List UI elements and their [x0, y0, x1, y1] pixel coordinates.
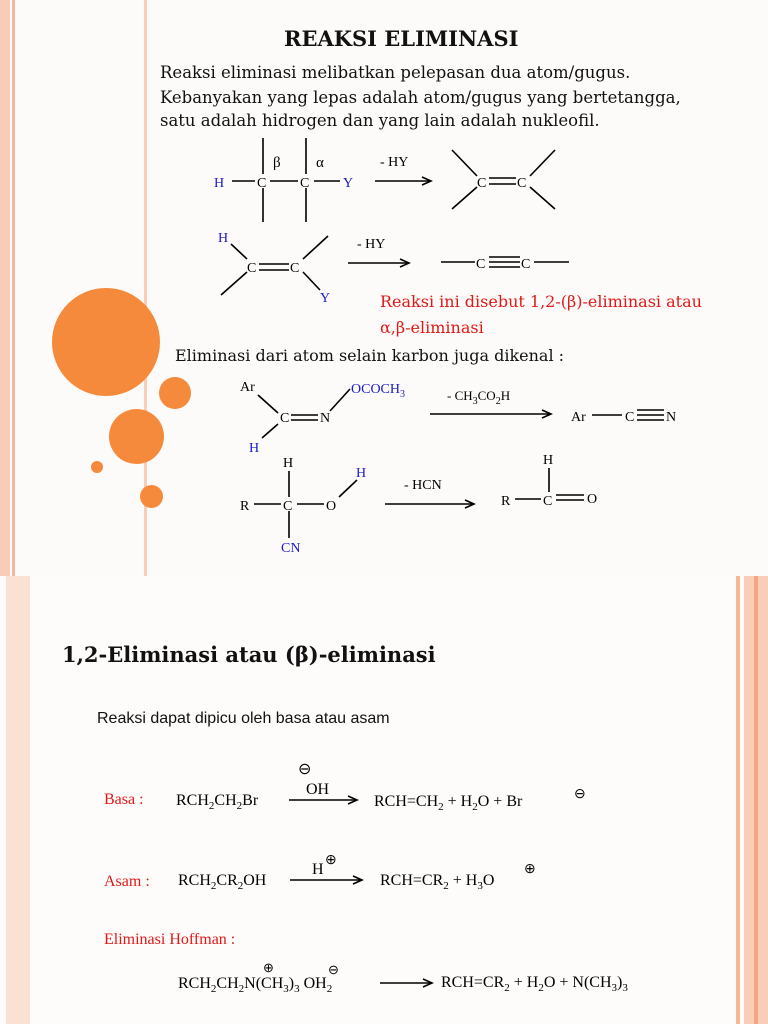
rx4-cn: CN	[281, 541, 301, 556]
hoffman-product: $RCH=CR_2 + H_2O + N(CH_3)_3$	[441, 974, 628, 994]
hydroxide-label: OH	[306, 781, 330, 798]
rx3-ococh3: $OCOCH_3$	[351, 382, 406, 400]
asam-label: Asam :	[104, 873, 150, 890]
rx1-c2: C	[300, 176, 310, 191]
intro-line-2: Kebanyakan yang lepas adalah atom/gugus yang bertetangga,	[160, 88, 681, 107]
rx3-h: H	[249, 441, 260, 456]
rx1-c1: C	[257, 176, 267, 191]
rx1-y: Y	[343, 176, 354, 191]
hoffman-reactant: $RCH_2CH_2N(CH_3)_3$ $OH_2$	[178, 975, 333, 995]
rx2-h: H	[218, 231, 229, 246]
rx2-product-c1: C	[476, 257, 486, 272]
rx4-product-h: H	[543, 453, 554, 468]
basa-product: $RCH=CH_2 + H_2O + Br$	[374, 793, 523, 813]
rx4-h-blue: H	[356, 466, 367, 481]
rx2-c1: C	[247, 261, 257, 276]
slide-2	[0, 576, 768, 1024]
section-subtitle: Reaksi dapat dipicu oleh basa atau asam	[97, 710, 390, 727]
note-line-1: Reaksi ini disebut 1,2-(β)-eliminasi atau	[380, 292, 702, 311]
rx1-product-c2: C	[517, 176, 527, 191]
rx4-product-r: R	[501, 494, 511, 509]
acid-base-equations	[0, 576, 768, 1024]
rx1-reagent: - HY	[380, 155, 409, 170]
rx3-product-ar: Ar	[571, 410, 586, 425]
rx3-product-n: N	[666, 410, 677, 425]
section-title: 1,2-Eliminasi atau (β)-eliminasi	[62, 642, 436, 667]
hoffman-label: Eliminasi Hoffman :	[104, 931, 236, 948]
rx1-product-c1: C	[477, 176, 487, 191]
asam-reactant: $RCH_2CR_2OH$	[178, 872, 267, 892]
rx2-product-c2: C	[521, 257, 531, 272]
other-elimination-text: Eliminasi dari atom selain karbon juga dikenal :	[175, 346, 565, 365]
rx3-reagent: - $CH_3CO_2H$	[447, 388, 511, 407]
rx4-c: C	[283, 499, 293, 514]
rx4-o: O	[326, 499, 337, 514]
minus-icon: ⊖	[328, 962, 339, 977]
rx2-y: Y	[320, 291, 331, 306]
intro-line-1: Reaksi eliminasi melibatkan pelepasan dua atom/gugus.	[160, 63, 631, 82]
proton-label: H	[312, 861, 324, 878]
rx1-h: H	[214, 176, 225, 191]
plus-icon: ⊕	[524, 862, 536, 877]
minus-icon: ⊖	[298, 761, 312, 778]
plus-icon: ⊕	[325, 853, 337, 868]
rx3-c: C	[280, 411, 290, 426]
rx4-reagent: - HCN	[404, 478, 442, 493]
basa-label: Basa :	[104, 791, 144, 808]
basa-reactant: $RCH_2CH_2Br$	[176, 792, 259, 812]
asam-product: $RCH=CR_2 + H_3O$	[380, 872, 495, 892]
minus-icon: ⊖	[574, 787, 586, 802]
rx1-beta: β	[273, 155, 281, 171]
rx3-n: N	[320, 411, 331, 426]
rx4-h: H	[283, 456, 294, 471]
rx2-reagent: - HY	[357, 237, 386, 252]
rx4-product-o: O	[587, 492, 598, 507]
rx4-r: R	[240, 499, 250, 514]
note-line-2: α,β-eliminasi	[380, 318, 484, 337]
page-title: REAKSI ELIMINASI	[284, 26, 519, 51]
plus-icon: ⊕	[263, 960, 274, 975]
rx1-alpha: α	[316, 155, 324, 171]
rx3-product-c: C	[625, 410, 635, 425]
rx2-c2: C	[290, 261, 300, 276]
intro-line-3: satu adalah hidrogen dan yang lain adalah nukleofil.	[160, 111, 600, 130]
rx3-ar: Ar	[240, 380, 255, 395]
rx4-product-c: C	[543, 494, 553, 509]
